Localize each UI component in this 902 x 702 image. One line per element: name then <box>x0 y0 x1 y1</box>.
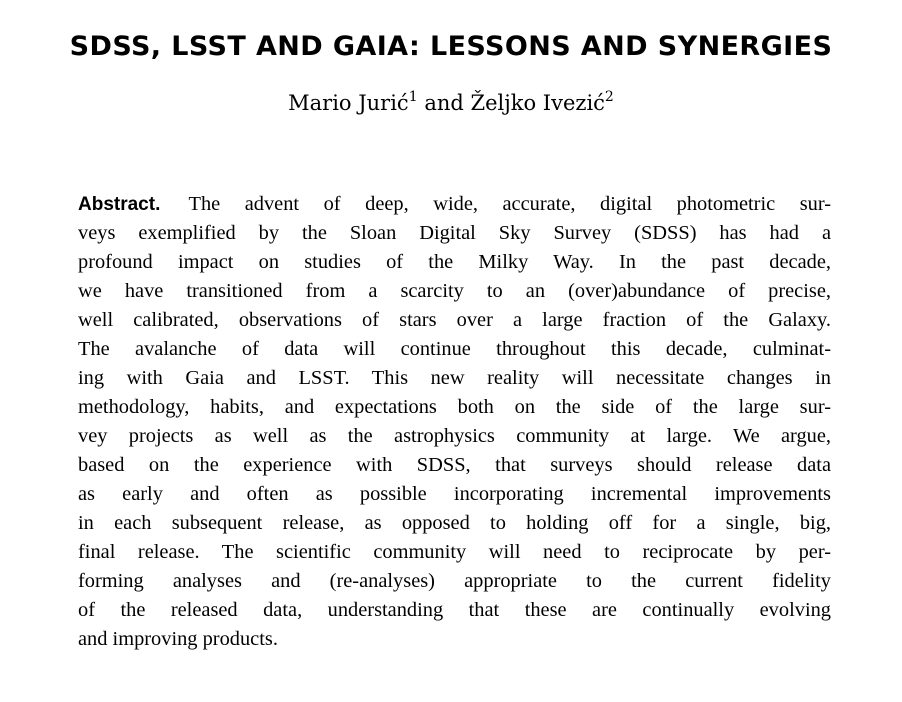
abstract-line: profound impact on studies of the Milky Way. In the past decade, <box>78 251 831 273</box>
author-line <box>0 86 902 120</box>
abstract-line: and improving products. <box>78 628 278 650</box>
abstract-line: final release. The scientific community will need to reciprocate by per- <box>78 541 831 563</box>
abstract-line: forming analyses and (re-analyses) appropriate to the current fidelity <box>78 570 831 592</box>
abstract-text: The advent of deep, wide, accurate, digital photometric sur- <box>188 193 831 215</box>
abstract-line: The avalanche of data will continue throughout this decade, culminat- <box>78 338 831 360</box>
abstract-line: of the released data, understanding that these are continually evolving <box>78 599 831 621</box>
abstract-line: methodology, habits, and expectations both on the side of the large sur- <box>78 396 831 418</box>
abstract-line: well calibrated, observations of stars over a large fraction of the Galaxy. <box>78 309 831 331</box>
abstract-line <box>78 190 831 219</box>
author-separator: and <box>424 91 464 115</box>
abstract-line: in each subsequent release, as opposed to holding off for a single, big, <box>78 512 831 534</box>
author-name: Mario Jurić <box>288 91 409 115</box>
abstract-line: based on the experience with SDSS, that surveys should release data <box>78 454 831 476</box>
abstract-line: we have transitioned from a scarcity to an (over)abundance of precise, <box>78 280 831 302</box>
abstract-line: as early and often as possible incorporating incremental improvements <box>78 483 831 505</box>
affiliation-mark: 2 <box>604 89 614 105</box>
author-name: Željko Ivezić <box>470 91 605 115</box>
abstract <box>78 190 831 670</box>
abstract-label: Abstract. <box>78 194 161 215</box>
abstract-line: ing with Gaia and LSST. This new reality will necessitate changes in <box>78 367 831 389</box>
affiliation-mark: 1 <box>408 89 418 105</box>
paper-title: SDSS, LSST AND GAIA: LESSONS AND SYNERGIES <box>69 31 833 62</box>
abstract-line: vey projects as well as the astrophysics community at large. We argue, <box>78 425 831 447</box>
abstract-line: veys exemplified by the Sloan Digital Sky Survey (SDSS) has had a <box>78 222 831 244</box>
